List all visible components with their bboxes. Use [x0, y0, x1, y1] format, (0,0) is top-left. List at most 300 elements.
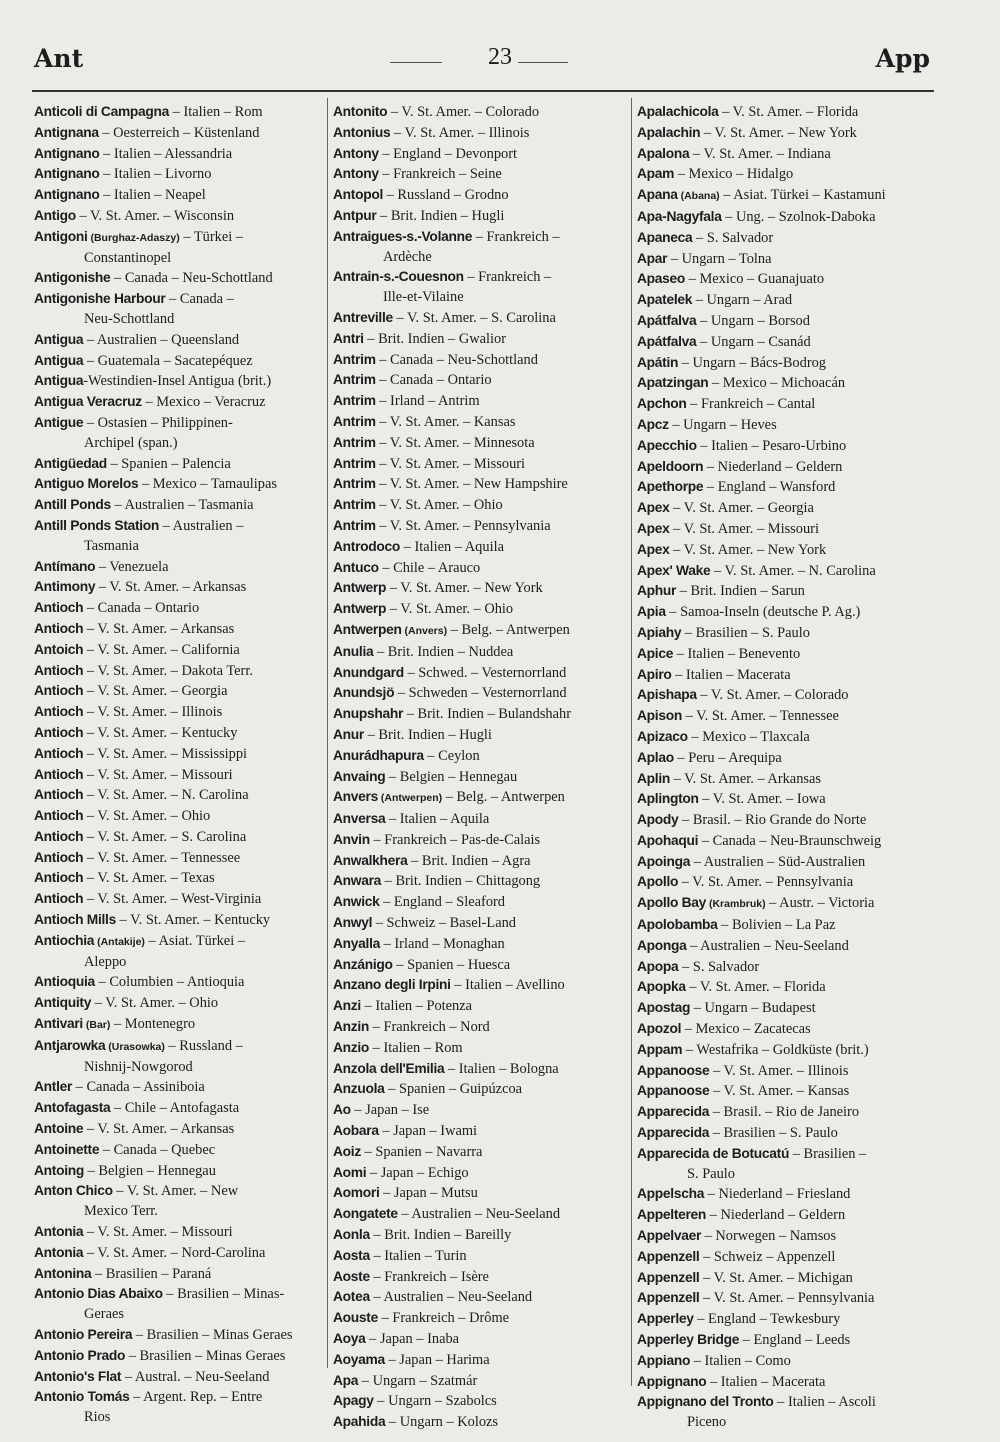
entry-location: – V. St. Amer. – Wisconsin [75, 207, 235, 224]
entry-location: – Brit. Indien – Bulandshahr [403, 706, 571, 723]
entry-location: – Venezuela [95, 558, 169, 575]
entry-location: -Westindien-Insel Antigua (brit.) [83, 373, 272, 390]
dictionary-entry [637, 810, 937, 831]
entry-location: – S. Salvador [678, 958, 760, 975]
entry-headword: Aobara [333, 1123, 379, 1139]
entry-location: – Canada – Ontario [375, 372, 492, 389]
entry-location: – Japan – Ise [350, 1102, 430, 1119]
entry-headword: Antrodoco [333, 538, 401, 554]
entry-location: – Brit. Indien – Hugli [376, 207, 505, 224]
entry-headword: Apperley [637, 1311, 694, 1327]
entry-location: – Chile – Arauco [378, 559, 481, 576]
entry-location: – Mexico – Zacatecas [681, 1021, 811, 1038]
dictionary-entry [333, 620, 627, 642]
entry-headword: Antwerpen [333, 621, 402, 637]
entry-location: – V. St. Amer. – Illinois [83, 704, 223, 721]
entry-location: – Mexico – Tlaxcala [687, 728, 810, 745]
entry-headword: Appenzell [637, 1248, 700, 1264]
entry-location: Ardèche [383, 248, 432, 265]
entry-location: – Schweiz – Basel-Land [372, 915, 517, 932]
entry-continuation [34, 1408, 322, 1428]
dictionary-entry [34, 827, 322, 848]
entry-headword: Antrim [333, 517, 376, 533]
dictionary-entry [34, 474, 322, 495]
entry-location: – Brit. Indien – Nuddea [373, 643, 514, 660]
entry-location: – Australien – Süd-Australien [690, 853, 866, 870]
entry-location: – V. St. Amer. – Kentucky [83, 724, 238, 741]
dictionary-entry [34, 640, 322, 661]
entry-location: – V. St. Amer. – N. Carolina [83, 787, 249, 804]
entry-alt-name: (Antakije) [94, 935, 145, 948]
entry-headword: Antioch [34, 808, 84, 824]
entry-headword: Antrain-s.-Couesnon [333, 269, 464, 285]
entry-location: Nishnij-Nowgorod [84, 1058, 193, 1075]
entry-location: – Brit. Indien – Bareilly [369, 1227, 512, 1244]
dictionary-entry [333, 787, 627, 809]
dictionary-entry [333, 412, 627, 433]
entry-location: – Japan – Inaba [365, 1331, 460, 1348]
entry-headword: Appenzell [637, 1269, 700, 1285]
entry-location: – Ungarn – Szatmár [358, 1372, 478, 1389]
entry-headword: Antonina [34, 1265, 92, 1281]
entry-location: – Irland – Monaghan [379, 935, 505, 952]
dictionary-entry [637, 957, 937, 978]
entry-location: – V. St. Amer. – Ohio [386, 601, 514, 618]
entry-headword: Aotea [333, 1289, 370, 1305]
dictionary-entry [333, 1350, 627, 1371]
dictionary-entry [333, 704, 627, 725]
entry-location: – Chile – Antofagasta [110, 1100, 240, 1117]
entry-headword: Apex [637, 520, 670, 536]
entry-headword: Antuco [333, 559, 379, 575]
entry-headword: Apozol [637, 1021, 682, 1037]
entry-headword: Anvin [333, 831, 370, 847]
dictionary-entry [333, 1412, 627, 1433]
entry-location: – S. Salvador [692, 229, 774, 246]
entry-location: – V. St. Amer. – Florida [685, 979, 826, 996]
dictionary-entry [333, 537, 627, 558]
entry-headword: Apátin [637, 354, 679, 370]
entry-headword: Anvers [333, 789, 378, 805]
entry-continuation [34, 310, 322, 330]
dictionary-entry [333, 809, 627, 830]
entry-location: – V. St. Amer. – Nord-Carolina [83, 1244, 266, 1261]
dictionary-entry [34, 1222, 322, 1243]
header-rule [32, 90, 934, 92]
entry-headword: Antignano [34, 166, 100, 182]
dictionary-entry [34, 993, 322, 1014]
entry-location: – Italien – Rom [169, 104, 263, 120]
entry-location: – Italien – Macerata [706, 1373, 826, 1390]
entry-location: Rios [84, 1409, 111, 1426]
dictionary-entry [333, 391, 627, 412]
entry-continuation [34, 434, 322, 454]
entry-headword: Antigua Veracruz [34, 394, 142, 410]
dictionary-entry [34, 1161, 322, 1182]
entry-location: – V. St. Amer. – Florida [718, 104, 859, 120]
dictionary-entry [34, 931, 322, 953]
entry-location: – V. St. Amer. – New York [386, 580, 543, 597]
entry-headword: Antigüedad [34, 455, 107, 471]
dictionary-entry [637, 228, 937, 249]
entry-location: – V. St. Amer. – Colorado [696, 687, 849, 704]
dictionary-entry [34, 910, 322, 931]
entry-headword: Antonio Dias Abaixo [34, 1286, 163, 1302]
entry-location: – V. St. Amer. – Missouri [375, 455, 526, 472]
entry-headword: Antrim [333, 455, 376, 471]
dictionary-entry [34, 1387, 322, 1408]
entry-location: – Mexico – Hidalgo [674, 166, 794, 183]
dictionary-entry [34, 744, 322, 765]
entry-headword: Apody [637, 812, 679, 828]
entry-location: – Brasilien – [789, 1145, 867, 1162]
entry-headword: Antiquity [34, 995, 92, 1011]
entry-headword: Aphur [637, 583, 677, 599]
dictionary-entry [34, 848, 322, 869]
entry-location: – Italien – Bologna [444, 1060, 559, 1077]
entry-location: – Frankreich – Seine [378, 166, 502, 183]
entry-location: – V. St. Amer. – Ohio [83, 808, 211, 825]
dictionary-entry [34, 330, 322, 351]
entry-headword: Apa-Nagyfala [637, 208, 722, 224]
dictionary-entry [637, 415, 937, 436]
dictionary-entry [34, 785, 322, 806]
dictionary-entry [637, 373, 937, 394]
dictionary-entry [637, 602, 937, 623]
entry-location: – Canada – Neu-Schottland [110, 270, 273, 287]
entry-headword: Apatzingan [637, 375, 709, 391]
dictionary-entry [34, 144, 322, 165]
entry-location: – V. St. Amer. – S. Carolina [392, 309, 556, 326]
entry-location: – Westafrika – Goldküste (brit.) [682, 1041, 869, 1058]
entry-headword: Anzio [333, 1039, 370, 1055]
dictionary-entry [333, 1308, 627, 1329]
entry-location: – England – Leeds [739, 1332, 851, 1349]
entry-location: – V. St. Amer. – New [112, 1183, 239, 1200]
entry-headword: Antwerp [333, 601, 387, 617]
dictionary-entry [637, 872, 937, 893]
dictionary-entry [637, 1040, 937, 1061]
entry-location: – V. St. Amer. – Missouri [669, 520, 819, 537]
entry-location: – Ceylon [423, 747, 480, 764]
entry-headword: Aongatete [333, 1206, 398, 1222]
entry-headword: Antioch [34, 766, 84, 782]
entry-headword: Apátfalva [637, 333, 697, 349]
entry-headword: Aplin [637, 770, 670, 786]
dictionary-entry [637, 269, 937, 290]
entry-location: – Frankreich – Cantal [686, 396, 816, 413]
entry-location: – V. St. Amer. – Minnesota [375, 434, 535, 451]
entry-headword: Apátfalva [637, 312, 697, 328]
entry-headword: Antioquia [34, 974, 95, 990]
entry-location: – Brasilien – Minas- [162, 1286, 285, 1303]
dictionary-entry [637, 164, 937, 185]
entry-headword: Aonla [333, 1227, 370, 1243]
dictionary-entry [34, 102, 322, 123]
dictionary-entry [637, 769, 937, 790]
entry-alt-name: (Abana) [677, 190, 720, 203]
entry-location: – Canada – Quebec [99, 1141, 216, 1158]
entry-alt-name: (Urasowka) [105, 1040, 165, 1053]
entry-headword: Appelscha [637, 1186, 705, 1202]
dictionary-entry [637, 185, 937, 207]
dictionary-entry [637, 290, 937, 311]
entry-location: – England – Tewkesbury [693, 1311, 841, 1328]
entry-headword: Apex [637, 500, 670, 516]
entry-headword: Antigoni [34, 228, 88, 244]
column-divider-2 [631, 98, 632, 1386]
dictionary-entry [637, 207, 937, 228]
entry-location: – Australien – Tasmania [110, 497, 254, 514]
dictionary-entry [333, 955, 627, 976]
entry-location: – Spanien – Huesca [392, 956, 511, 973]
entry-headword: Antigua [34, 352, 84, 368]
entry-headword: Apethorpe [637, 479, 704, 495]
dictionary-entry [637, 623, 937, 644]
entry-location: – V. St. Amer. – New Hampshire [375, 476, 568, 493]
dictionary-entry [637, 519, 937, 540]
dictionary-entry [333, 1017, 627, 1038]
dictionary-entry [34, 1140, 322, 1161]
entry-location: – Ungarn – Tolna [667, 250, 772, 267]
entry-location: – Frankreich – Nord [369, 1019, 490, 1036]
entry-location: Mexico Terr. [84, 1203, 158, 1220]
entry-continuation [333, 248, 627, 268]
dictionary-entry [34, 972, 322, 993]
entry-location: Aleppo [84, 953, 127, 970]
entry-headword: Anundsjö [333, 685, 395, 701]
entry-location: – Ungarn – Szabolcs [373, 1393, 497, 1410]
entry-location: – Russland – [164, 1037, 243, 1054]
entry-headword: Aoiz [333, 1143, 361, 1159]
page-number: 23 [488, 44, 512, 70]
entry-headword: Apparecida [637, 1104, 710, 1120]
entry-headword: Anzano degli Irpini [333, 977, 451, 993]
dictionary-entry [34, 1284, 322, 1305]
entry-headword: Antímano [34, 558, 96, 574]
header-left-word: Ant [34, 44, 84, 73]
entry-location: – V. St. Amer. – New York [700, 124, 857, 141]
entry-location: – Bolivien – La Paz [717, 917, 836, 934]
dictionary-entry [34, 619, 322, 640]
dictionary-entry [637, 852, 937, 873]
entry-headword: Appam [637, 1041, 683, 1057]
entry-location: – Frankreich – Isère [369, 1268, 489, 1285]
entry-headword: Antignano [34, 145, 100, 161]
dictionary-entry [637, 998, 937, 1019]
entry-location: – Brasil. – Rio de Janeiro [709, 1104, 860, 1121]
dictionary-entry [34, 723, 322, 744]
entry-headword: Antoinette [34, 1141, 100, 1157]
entry-location: – Belgien – Hennegau [385, 768, 518, 785]
entry-headword: Apam [637, 166, 675, 182]
dictionary-entry [333, 913, 627, 934]
entry-headword: Antignana [34, 124, 99, 140]
entry-location: Ille-et-Vilaine [383, 289, 464, 306]
entry-headword: Appanoose [637, 1062, 710, 1078]
entry-location: – Brasilien – Minas Geraes [132, 1327, 293, 1344]
entry-headword: Apalona [637, 145, 690, 161]
entry-location: Tasmania [84, 537, 139, 554]
dictionary-entry [637, 1226, 937, 1247]
dictionary-entry [34, 516, 322, 537]
entry-headword: Antrim [333, 476, 376, 492]
dictionary-entry [333, 1183, 627, 1204]
entry-headword: Appelteren [637, 1207, 707, 1223]
entry-headword: Apagy [333, 1393, 374, 1409]
dictionary-entry [34, 1098, 322, 1119]
entry-continuation [34, 953, 322, 973]
entry-headword: Anzuola [333, 1081, 385, 1097]
dictionary-entry [637, 1184, 937, 1205]
dictionary-entry [333, 1100, 627, 1121]
entry-location: – V. St. Amer. – New York [669, 541, 827, 558]
entry-headword: Antonio's Flat [34, 1368, 122, 1384]
entry-headword: Antigonishe Harbour [34, 291, 166, 307]
dictionary-entry [637, 1351, 937, 1372]
entry-headword: Apopa [637, 958, 679, 974]
entry-location: – Schwed. – Vesternorrland [403, 664, 567, 681]
entry-location: – Belgien – Hennegau [84, 1162, 216, 1179]
entry-headword: Aoyama [333, 1351, 385, 1367]
dictionary-entry [333, 642, 627, 663]
entry-location: – Brasilien – S. Paulo [681, 624, 810, 641]
dictionary-entry [637, 748, 937, 769]
entry-location: – Austral. – Neu-Seeland [121, 1368, 270, 1385]
dictionary-entry [34, 1243, 322, 1264]
entry-location: – V. St. Amer. – Texas [83, 870, 215, 887]
entry-location: Archipel (span.) [84, 434, 178, 451]
entry-location: – England – Devonport [378, 145, 518, 162]
dictionary-entry [333, 830, 627, 851]
dictionary-entry [637, 332, 937, 353]
entry-headword: Antignano [34, 187, 100, 203]
entry-location: – V. St. Amer. – S. Carolina [83, 828, 247, 845]
entry-location: – Ungarn – Budapest [690, 1000, 816, 1017]
entry-headword: Antioch [34, 891, 84, 907]
entry-location: – Ostasien – Philippinen- [83, 414, 233, 431]
entry-headword: Antrim [333, 351, 376, 367]
dictionary-entry [637, 353, 937, 374]
entry-location: – Brit. Indien – Sarun [676, 583, 805, 600]
entry-headword: Antraigues-s.-Volanne [333, 228, 473, 244]
entry-location: – England – Wansford [703, 479, 836, 496]
entry-headword: Antonio Pereira [34, 1327, 133, 1343]
dictionary-entry [333, 102, 627, 123]
entry-location: – Niederland – Geldern [703, 458, 843, 475]
dictionary-entry [637, 789, 937, 810]
entry-location: Neu-Schottland [84, 310, 175, 327]
entry-location: – V. St. Amer. – Missouri [83, 1224, 233, 1241]
header-right-word: App [875, 44, 930, 73]
dictionary-entry [34, 206, 322, 227]
entry-headword: Anwalkhera [333, 852, 408, 868]
entry-headword: Apchon [637, 396, 687, 412]
entry-headword: Antonius [333, 124, 391, 140]
entry-headword: Apaneca [637, 229, 693, 245]
dictionary-entry [637, 1288, 937, 1309]
entry-location: – V. St. Amer. – California [83, 641, 240, 658]
entry-location: – Canada – Neu-Schottland [375, 351, 538, 368]
entry-location: – V. St. Amer. – Georgia [669, 500, 814, 517]
dictionary-entry [333, 474, 627, 495]
entry-location: – Norwegen – Namsos [701, 1228, 837, 1245]
entry-headword: Antofagasta [34, 1100, 111, 1116]
entry-location: – Italien – Rom [369, 1039, 463, 1056]
entry-location: Constantinopel [84, 249, 172, 266]
entry-location: – Spanien – Palencia [106, 455, 231, 472]
dictionary-entry [333, 495, 627, 516]
dictionary-entry [333, 1267, 627, 1288]
dictionary-entry [333, 578, 627, 599]
dictionary-entry [34, 185, 322, 206]
entry-headword: Apopka [637, 979, 686, 995]
entry-location: – Australien – [159, 517, 244, 534]
dictionary-entry [34, 413, 322, 434]
entry-headword: Antigua [34, 331, 84, 347]
entry-location: – V. St. Amer. – Colorado [387, 104, 540, 120]
header-dash-right [518, 62, 568, 63]
dictionary-entry [333, 767, 627, 788]
dictionary-entry [637, 540, 937, 561]
entry-location: – Italien – Pesaro-Urbino [696, 437, 847, 454]
entry-location: Geraes [84, 1306, 124, 1323]
entry-location: – Frankreich – Pas-de-Calais [369, 831, 541, 848]
dictionary-entry [34, 289, 322, 310]
entry-location: – Brasil. – Rio Grande do Norte [678, 812, 867, 829]
entry-location: – Samoa-Inseln (deutsche P. Ag.) [665, 604, 861, 621]
dictionary-entry [637, 477, 937, 498]
dictionary-entry [34, 123, 322, 144]
dictionary-entry [637, 394, 937, 415]
entry-location: – Brit. Indien – Gwalior [363, 330, 506, 347]
dictionary-entry [34, 661, 322, 682]
column-1 [34, 102, 322, 1428]
entry-location: – V. St. Amer. – Missouri [83, 766, 233, 783]
dictionary-entry [34, 557, 322, 578]
dictionary-entry [333, 308, 627, 329]
dictionary-entry [637, 102, 937, 123]
dictionary-entry [637, 1081, 937, 1102]
entry-headword: Antioch [34, 870, 84, 886]
entry-headword: Apoinga [637, 853, 691, 869]
entry-headword: Antigue [34, 414, 84, 430]
entry-headword: Anwyl [333, 915, 373, 931]
entry-continuation [637, 1413, 937, 1433]
entry-headword: Apa [333, 1372, 359, 1388]
entry-headword: Apparecida [637, 1125, 710, 1141]
entry-location: – V. St. Amer. – Michigan [699, 1269, 853, 1286]
entry-headword: Aosta [333, 1247, 370, 1263]
dictionary-entry [637, 706, 937, 727]
entry-alt-name: (Bar) [82, 1019, 111, 1032]
dictionary-entry [637, 1123, 937, 1144]
dictionary-entry [637, 1330, 937, 1351]
entry-headword: Antler [34, 1079, 73, 1095]
entry-headword: Antrim [333, 413, 376, 429]
dictionary-entry [333, 227, 627, 248]
entry-location: – England – Sleaford [379, 894, 506, 911]
dictionary-entry [637, 831, 937, 852]
dictionary-entry [333, 663, 627, 684]
entry-location: – V. St. Amer. – Kansas [709, 1083, 850, 1100]
entry-headword: Ao [333, 1102, 351, 1118]
entry-headword: Anur [333, 726, 364, 742]
entry-location: – Guatemala – Sacatepéquez [83, 352, 253, 369]
dictionary-entry [333, 267, 627, 288]
dictionary-entry [34, 598, 322, 619]
entry-alt-name: (Anvers) [401, 624, 448, 637]
